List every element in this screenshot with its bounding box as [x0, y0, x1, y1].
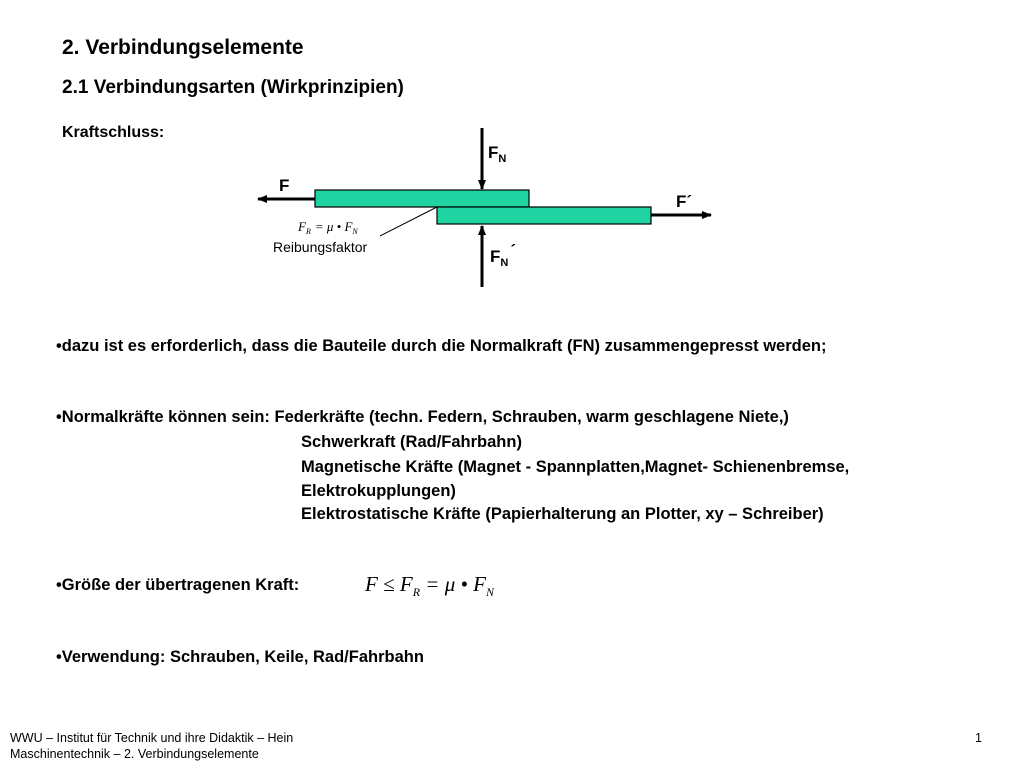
label-FN2-prime: ´ [510, 241, 517, 260]
footer-institute: WWU – Institut für Technik und ihre Didaktik – Hein [10, 731, 294, 745]
bullet-normal-force-types: •Normalkräfte können sein: Federkräfte (techn. Federn, Schrauben, warm geschlagene Niete,) [56, 408, 789, 426]
friction-label: Reibungsfaktor [273, 239, 368, 255]
formula-FR: F [298, 219, 306, 234]
footer-course: Maschinentechnik – 2. Verbindungselemente [10, 747, 259, 761]
formula-sub-N: N [485, 585, 494, 600]
bullet-normal-force: •dazu ist es erforderlich, dass die Bauteile durch die Normalkraft (FN) zusammengepresst werden; [56, 337, 827, 355]
formula-sub-R: R [412, 585, 421, 600]
label-FN-prime [490, 241, 516, 269]
label-FN-main: F [488, 143, 499, 162]
bullet-usage: •Verwendung: Schrauben, Keile, Rad/Fahrbahn [56, 648, 424, 666]
upper-plate [315, 190, 529, 207]
friction-leader-line [380, 207, 437, 236]
formula-R-sub: R [305, 227, 311, 236]
label-FN2-sub: N [500, 257, 509, 269]
formula-part-b: = μ • F [420, 572, 486, 596]
bullet-type-magnetic: Magnetische Kräfte (Magnet - Spannplatten,Magnet- Schienenbremse, [301, 458, 850, 476]
formula-eq: = μ • F [314, 219, 353, 234]
force-diagram [0, 0, 1024, 320]
bullet-type-magnetic-cont: Elektrokupplungen) [301, 482, 456, 500]
bullet-type-gravity: Schwerkraft (Rad/Fahrbahn) [301, 433, 522, 451]
label-FN-sub: N [498, 153, 507, 165]
slide-title: 2. Verbindungselemente [62, 36, 304, 59]
label-FN [488, 143, 506, 165]
formula-part-a: F ≤ F [365, 572, 413, 596]
label-FN2-main: F [490, 247, 501, 266]
label-F: F [279, 176, 290, 195]
friction-formula [297, 219, 358, 236]
page-number: 1 [975, 731, 982, 745]
lower-plate [437, 207, 651, 224]
section-label: Kraftschluss: [62, 124, 165, 141]
formula-N-sub: N [352, 227, 358, 236]
bullet-force-magnitude: •Größe der übertragenen Kraft: [56, 576, 300, 594]
label-F-prime: F´ [676, 192, 693, 211]
bullet-type-electrostatic: Elektrostatische Kräfte (Papierhalterung an Plotter, xy – Schreiber) [301, 505, 824, 523]
slide-subtitle: 2.1 Verbindungsarten (Wirkprinzipien) [62, 77, 404, 98]
force-formula [365, 572, 494, 600]
